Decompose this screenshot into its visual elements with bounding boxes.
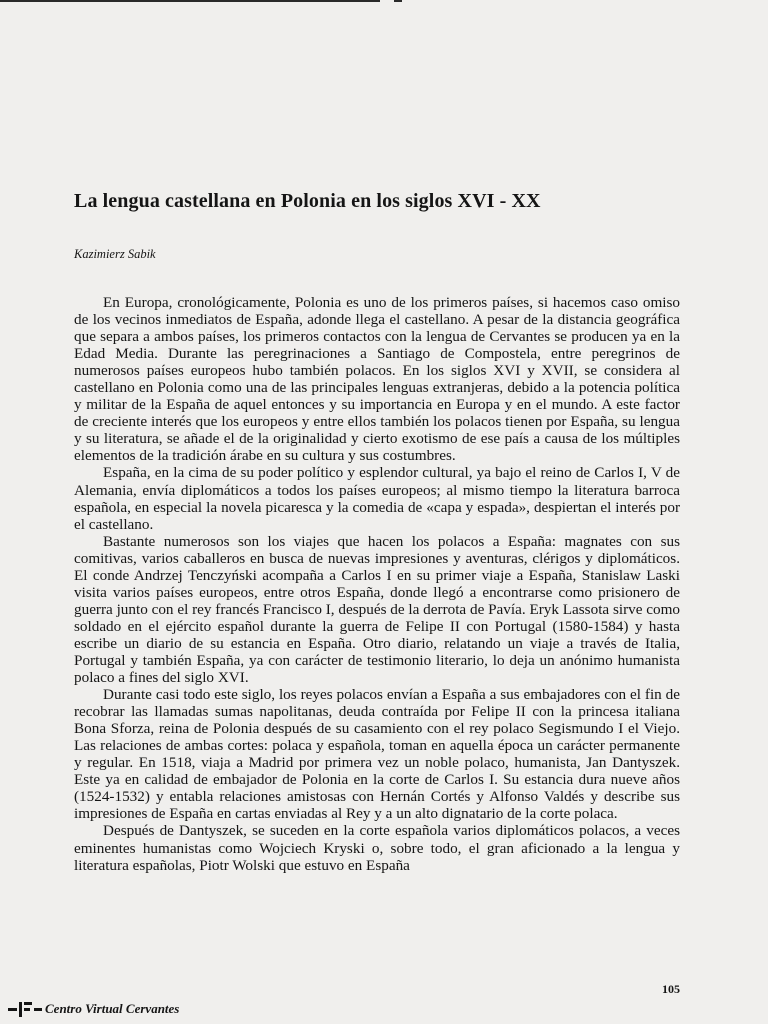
paragraph: Durante casi todo este siglo, los reyes polacos envían a España a sus embajadores con el fin de recobrar las llamadas sumas napolitanas, deuda contraída por Felipe II con la princesa italiana Bona Sforza, reina de Polonia después de su casamiento con el rey polaco Segismundo I el Viejo. Las relaciones de ambas cortes: polaca y española, toman en aquella época un carácter permanente y regular. En 1518, viaja a Madrid por primera vez un noble polaco, humanista, Jan Dantyszek. Este ya en calidad de embajador de Polonia en la corte de Carlos I. Su estancia dura nueve años (1524-1532) y entabla relaciones amistosas con Hernán Cortés y Alfonso Valdés y describe sus impresiones de España en cartas enviadas al Rey y a un alto dignatario de la corte polaca.: [74, 686, 680, 823]
page-number: 105: [662, 982, 680, 996]
author-name: Kazimierz Sabik: [74, 247, 156, 261]
top-dash: [394, 0, 402, 2]
paragraph: En Europa, cronológicamente, Polonia es uno de los primeros países, si hacemos caso omiso de los vecinos inmediatos de España, adonde llega el castellano. A pesar de la distancia geográfica que separa a ambos países, los primeros contactos con la lengua de Cervantes se producen ya en la Edad Media. Durante las peregrinaciones a Santiago de Compostela, entre peregrinos de numerosos países europeos hubo también polacos. En los siglos XVI y XVII, se considera al castellano en Polonia como una de las principales lenguas extranjeras, debido a la potencia política y militar de la España de aquel entonces y su importancia en Europa y en el mundo. A este factor de creciente interés que los europeos y entre ellos también los polacos tienen por España, su lengua y su literatura, se añade el de la originalidad y cierto exotismo de ese país a causa de los múltiples elementos de la tradición árabe en su cultura y sus costumbres.: [74, 294, 680, 465]
paragraph: Bastante numerosos son los viajes que hacen los polacos a España: magnates con sus comitivas, varios caballeros en busca de nuevas impresiones y aventuras, clérigos y diplomáticos. El conde Andrzej Tenczyński acompaña a Carlos I en su primer viaje a España, Stanislaw Laski visita varios países europeos, entre otros España, donde llegó a encontrarse como prisionero de guerra junto con el rey francés Francisco I, después de la derrota de Pavía. Eryk Lassota sirve como soldado en el ejército español durante la guerra de Felipe II con Portugal (1580-1584) y hasta escribe un diario de su estancia en España. Otro diario, relatando un viaje a través de Italia, Portugal y también España, ya con carácter de testimonio literario, lo deja un anónimo humanista polaco a fines del siglo XVI.: [74, 532, 681, 687]
cervantes-logo-icon: [8, 1000, 42, 1018]
article-body: [74, 294, 680, 874]
top-rule: [0, 0, 380, 2]
paragraph: Después de Dantyszek, se suceden en la corte española varios diplomáticos polacos, a veces eminentes humanistas como Wojciech Kryski o, sobre todo, el gran aficionado a la lengua y literatura españolas, Piotr Wolski que estuvo en España: [74, 822, 680, 874]
footer-label: Centro Virtual Cervantes: [45, 1001, 180, 1016]
footer[interactable]: [8, 1000, 179, 1018]
article-title: La lengua castellana en Polonia en los siglos XVI - XX: [74, 190, 541, 212]
paragraph: España, en la cima de su poder político y esplendor cultural, ya bajo el reino de Carlos I, V de Alemania, envía diplomáticos a todos los países europeos; al mismo tiempo la literatura barroca española, en especial la novela picaresca y la comedia de «capa y espada», despiertan el interés por el castellano.: [74, 464, 680, 533]
